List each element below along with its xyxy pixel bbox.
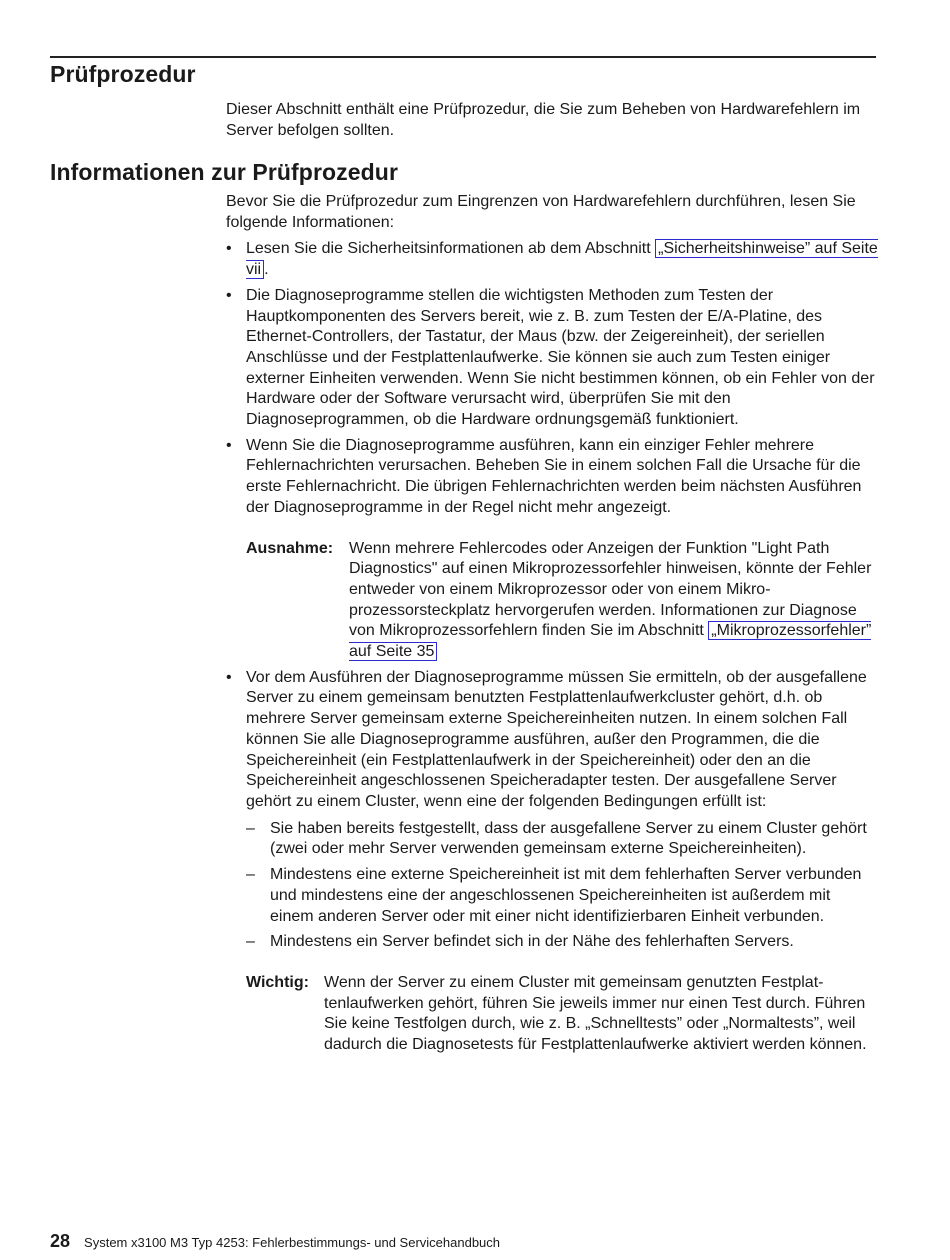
bullet4-text: Vor dem Ausführen der Diagnoseprogramme müssen Sie ermitteln, ob der ausgefallene Server zu einem gemeinsam benutzten Festplattenlaufwerkcluster gehört, d.h. ob mehrere Server gemeinsam externe Speichereinheiten nutzen. In einem solchen Fall können Sie alle Diagnoseprogramme ausführen, außer den Programmen, die die Speichereinheit (ein Festplattenlaufwerk in der Speichereinheit) oder den an die Speichereinheit angeschlossenen Speicheradapter testen. Der ausgefallene Server gehört zu einem Cluster, wenn eine der folgenden Bedingungen erfüllt ist: xyxy=(246,668,867,810)
note1-text: Wenn mehrere Fehlercodes oder Anzeigen der Funktion "Light Path Diagnostics" auf einen Mikroprozessorfehler hinweisen, könnte der Fehler entweder von einem Mikroprozessor oder von einem Mikroprozessorsteckplatz hervorgerufen werden. Informationen zur Diagnose von Mikroprozessorfehlern finden Sie im Abschnitt xyxy=(349,539,872,640)
footer-title: System x3100 M3 Typ 4253: Fehlerbestimmungs- und Servicehandbuch xyxy=(84,1235,501,1250)
bullet-list xyxy=(226,239,878,1055)
section-title-informationen: Informationen zur Prüfprozedur xyxy=(50,159,398,185)
note-label-wichtig: Wichtig: xyxy=(246,973,309,991)
note-label-ausnahme: Ausnahme: xyxy=(246,539,334,557)
link-sicherheitshinweise[interactable]: „Sicherheitshinweise” auf Seite vii xyxy=(246,240,878,279)
exception-note xyxy=(246,539,878,663)
note-text: Wenn der Server zu einem Cluster mit gemeinsam genutzten Festplattenlaufwerken gehört, führen Sie jeweils immer nur einen Test durch. Führen Sie keine Testfolgen durch, wie z. B. „Schnelltests” oder „Normaltests”, weil dadurch die Diagnosetests für Festplattenlaufwerke aktiviert werden können. xyxy=(324,973,867,1054)
page-footer xyxy=(50,1231,500,1252)
bullet-item: • Die Diagnoseprogramme stellen die wichtigsten Methoden zum Testen der Hauptkomponenten des Servers bereit, wie z. B. zum Testen der E/A-Platine, des Ethernet-Controllers, der Tastatur, der Maus (bzw. der Zeigereinheit), der seriellen Anschlüsse und der Festplattenlaufwerke. Sie können sie auch zum Testen einiger externer Einheiten verwenden. Wenn Sie nicht bestimmen können, ob ein Fehler von der Hardware oder der Software verursacht wird, überprüfen Sie mit den Diagnoseprogrammen, ob die Hardware ordnungsgemäß funktioniert. xyxy=(226,286,878,431)
dash-item: – Sie haben bereits festgestellt, dass der ausgefallene Server zu einem Cluster gehört (zwei oder mehr Server verwenden gemeinsam externe Speichereinheiten). xyxy=(246,819,878,860)
section-title-pruefprozedur: Prüfprozedur xyxy=(50,61,196,87)
bullet1-text: Lesen Sie die Sicherheitsinformationen ab dem Abschnitt xyxy=(246,240,656,258)
bullet1-end: . xyxy=(264,261,269,279)
link-mikroprozessorfehler[interactable]: „Mikroprozessorfehler” auf Seite 35 xyxy=(349,622,872,661)
important-note xyxy=(246,973,878,1056)
dash-item: – Mindestens ein Server befindet sich in der Nähe des fehlerhaften Servers. xyxy=(246,932,878,953)
page-number: 28 xyxy=(50,1231,71,1251)
info-section-body xyxy=(226,192,878,1061)
bullet-item xyxy=(226,436,878,663)
bullet-item xyxy=(226,239,878,280)
bullet3-text: Wenn Sie die Diagnoseprogramme ausführen, kann ein einziger Fehler mehrere Fehlernachrichten verursachen. Beheben Sie in einem solchen Fall die Ursache für die erste Fehlernachricht. Die übrigen Fehlernachrichten werden beim nächsten Ausführen der Diagnoseprogramme in der Regel nicht mehr angezeigt. xyxy=(246,436,862,516)
dash-list xyxy=(246,819,878,953)
note-text xyxy=(341,539,878,663)
section-intro xyxy=(226,100,878,141)
intro-paragraph: Dieser Abschnitt enthält eine Prüfprozedur, die Sie zum Beheben von Hardwarefehlern im Server befolgen sollten. xyxy=(226,101,861,139)
info-intro-paragraph: Bevor Sie die Prüfprozedur zum Eingrenzen von Hardwarefehlern durchführen, lesen Sie folgende Informationen: xyxy=(226,193,856,231)
dash-item: – Mindestens eine externe Speichereinheit ist mit dem fehlerhaften Server verbunden und mindestens eine der angeschlossenen Speichereinheiten ist außerdem mit einem anderen Server oder mit einer nicht identifizierbaren Einheit verbunden. xyxy=(246,865,878,927)
bullet-item xyxy=(226,668,878,1056)
top-rule xyxy=(50,56,876,58)
